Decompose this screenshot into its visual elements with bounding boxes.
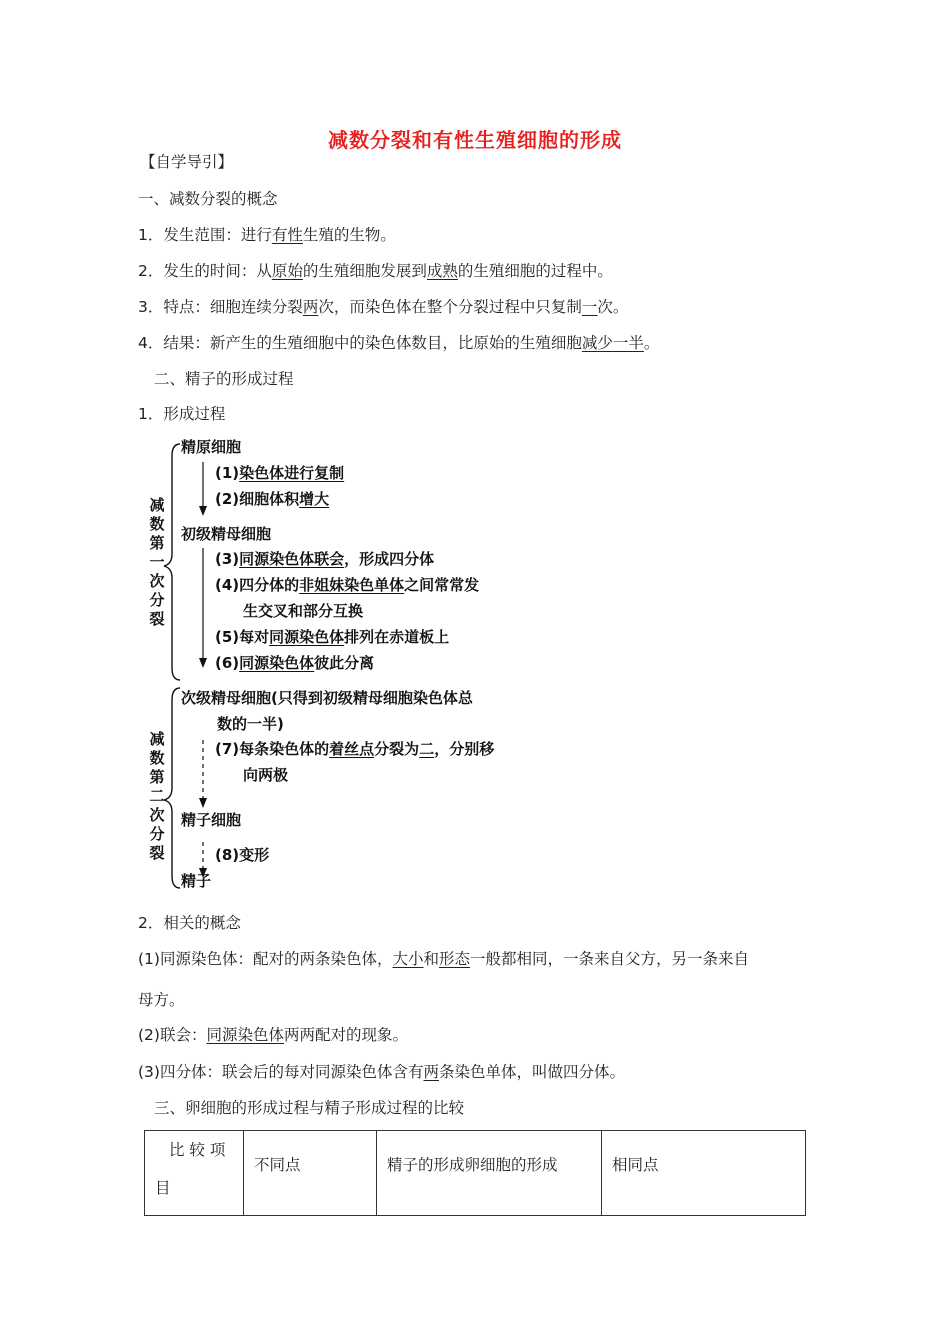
concept-3 (138, 1062, 625, 1082)
item2-text: 2．发生的时间：从 (138, 262, 272, 280)
item4-text: 4．结果：新产生的生殖细胞中的染色体数目，比原始的生殖细胞 (138, 334, 582, 352)
step-2-answer: 增大 (299, 490, 330, 508)
concept-2 (138, 1025, 408, 1045)
table-cell-formation: 精子的形成卵细胞的形成 (377, 1131, 602, 1216)
step-1-answer: 染色体进行复制 (239, 464, 345, 482)
section3-heading: 三、卵细胞的形成过程与精子形成过程的比较 (154, 1099, 465, 1117)
step-3 (215, 549, 434, 569)
step-7-text-end: ，分别移 (434, 740, 495, 758)
step-8: (8)变形 (215, 846, 270, 864)
concept-1-text: (1)同源染色体：配对的两条染色体， (138, 950, 393, 968)
page-title: 减数分裂和有性生殖细胞的形成 (328, 128, 622, 152)
comparison-table (144, 1130, 806, 1216)
item2-answer-2: 成熟 (426, 262, 458, 280)
concept-1-answer-2: 形态 (439, 950, 471, 968)
section1-item4 (138, 333, 659, 353)
concept-3-answer: 两 (423, 1063, 439, 1081)
item1-text-end: 生殖的生物。 (302, 226, 396, 244)
step-3-answer: 同源染色体联会 (239, 550, 345, 568)
item4-text-end: 。 (643, 334, 660, 352)
step-7 (215, 739, 494, 759)
step-4-answer: 非姐妹染色单体 (299, 576, 405, 594)
step-7-answer-1: 着丝点 (329, 740, 375, 758)
table-row (145, 1131, 806, 1216)
section2-heading: 二、精子的形成过程 (154, 370, 294, 388)
item2-text-end: 的生殖细胞的过程中。 (457, 262, 613, 280)
section1-item3 (138, 297, 628, 317)
concept-3-text-end: 条染色单体，叫做四分体。 (438, 1063, 625, 1081)
step-5-text-end: 排列在赤道板上 (344, 628, 450, 646)
cell-secondary-spermatocyte-cont: 数的一半) (217, 715, 284, 733)
step-6-num: (6) (215, 654, 240, 672)
step-1-num: (1) (215, 464, 240, 482)
step-6-text: 彼此分离 (314, 654, 375, 672)
table-cell-item (145, 1131, 244, 1216)
step-4-cont: 生交叉和部分互换 (243, 602, 364, 620)
label-meiosis-second: 减数第二次分裂 (149, 730, 165, 862)
step-5-text: (5)每对 (215, 628, 270, 646)
concept-2-text: (2)联会： (138, 1026, 207, 1044)
step-1 (215, 463, 344, 483)
item1-text: 1．发生范围：进行 (138, 226, 272, 244)
concept-2-text-end: 两两配对的现象。 (283, 1026, 408, 1044)
item3-text-mid: 次，而染色体在整个分裂过程中只复制 (318, 298, 582, 316)
cell-spermatid: 精子细胞 (181, 811, 242, 829)
item3-text-end: 次。 (597, 298, 629, 316)
step-7-cont: 向两极 (243, 766, 289, 784)
step-6-answer: 同源染色体 (239, 654, 315, 672)
step-4 (215, 575, 479, 595)
step-7-answer-2: 二 (419, 740, 435, 758)
guide-heading: 【自学导引】 (140, 153, 234, 171)
section1-heading: 一、减数分裂的概念 (138, 190, 278, 208)
concept-3-text: (3)四分体：联会后的每对同源染色体含有 (138, 1063, 424, 1081)
step-5-answer: 同源染色体 (269, 628, 345, 646)
concept-1-text-end: 一般都相同，一条来自父方，另一条来自 (470, 950, 750, 968)
section1-item2 (138, 261, 613, 281)
item3-answer-2: 一 (581, 298, 598, 316)
section2-sub2: 2．相关的概念 (138, 914, 241, 932)
concept-1 (138, 949, 749, 969)
concept-2-answer: 同源染色体 (206, 1026, 284, 1044)
step-3-text: ，形成四分体 (344, 550, 435, 568)
section1-item1 (138, 225, 396, 245)
item2-text-mid: 的生殖细胞发展到 (302, 262, 427, 280)
concept-1-answer-1: 大小 (392, 950, 424, 968)
step-4-text: (4)四分体的 (215, 576, 300, 594)
step-6 (215, 653, 374, 673)
step-2 (215, 489, 329, 509)
concept-1-cont: 母方。 (138, 991, 185, 1009)
section2-sub1: 1．形成过程 (138, 405, 226, 423)
step-2-text: (2)细胞体积 (215, 490, 300, 508)
concept-1-text-mid: 和 (423, 950, 439, 968)
item3-text: 3．特点：细胞连续分裂 (138, 298, 303, 316)
cell-spermatogonium: 精原细胞 (181, 438, 242, 456)
item1-answer: 有性 (271, 226, 303, 244)
item3-answer-1: 两 (302, 298, 319, 316)
cell-sperm: 精子 (181, 872, 212, 890)
table-cell-diff: 不同点 (244, 1131, 377, 1216)
label-meiosis-first: 减数第一次分裂 (149, 496, 165, 628)
cell-secondary-spermatocyte: 次级精母细胞(只得到初级精母细胞染色体总 (181, 689, 473, 707)
table-cell-same: 相同点 (602, 1131, 806, 1216)
header-item-line1: 比 较 项 (169, 1141, 226, 1159)
step-7-text-mid: 分裂为 (374, 740, 420, 758)
item4-answer: 减少一半 (581, 334, 644, 352)
step-4-text-end: 之间常常发 (404, 576, 480, 594)
item2-answer-1: 原始 (271, 262, 303, 280)
step-7-text: (7)每条染色体的 (215, 740, 330, 758)
step-5 (215, 627, 449, 647)
cell-primary-spermatocyte: 初级精母细胞 (181, 525, 272, 543)
header-item-line2: 目 (155, 1179, 171, 1197)
step-3-num: (3) (215, 550, 240, 568)
